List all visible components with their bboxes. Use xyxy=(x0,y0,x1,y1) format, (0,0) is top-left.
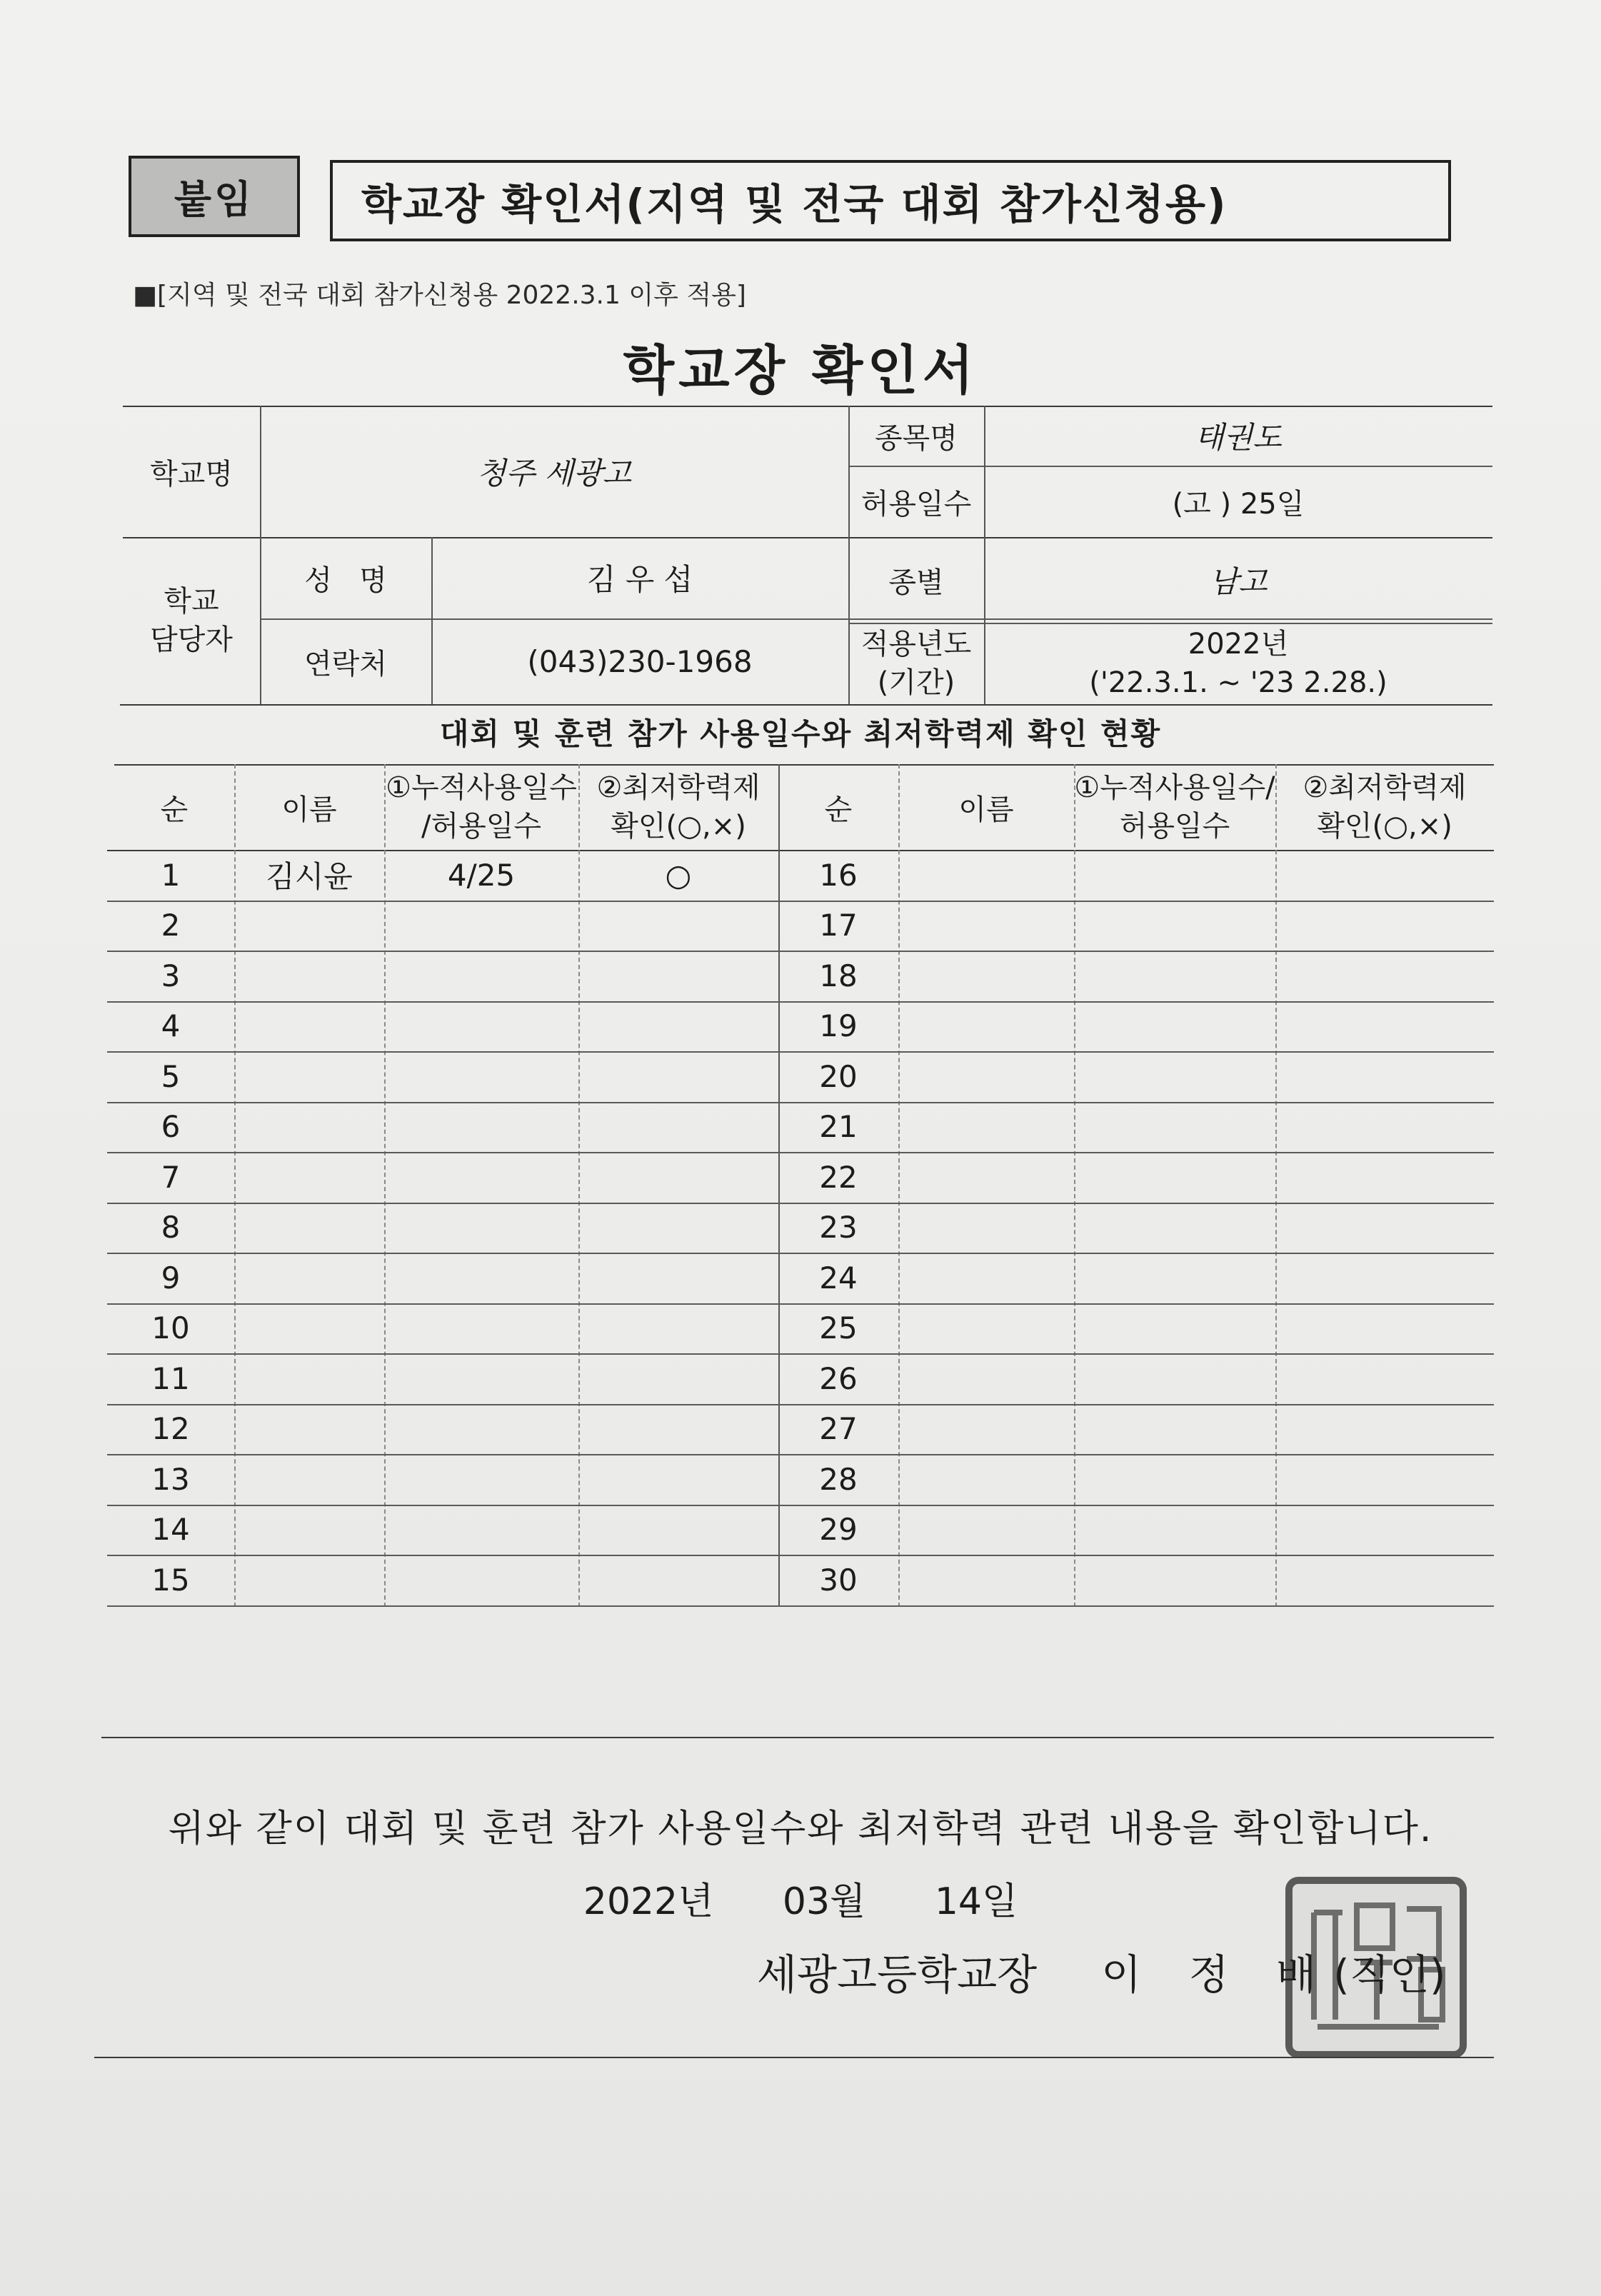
table-cell-l-days xyxy=(384,1404,578,1455)
table-cell-l-no: 2 xyxy=(161,908,181,943)
table-cell-l-days xyxy=(384,1001,578,1052)
rule xyxy=(120,704,1492,706)
school-head-title: 세광고등학교장 xyxy=(757,1950,1038,1999)
allowed-days-value: (고 ) 25일 xyxy=(1172,487,1305,521)
table-cell-r-check xyxy=(1275,1203,1494,1253)
table-cell-l-days xyxy=(384,1203,578,1253)
table-cell-l-check xyxy=(578,901,778,951)
table-cell-r-check xyxy=(1275,1404,1494,1455)
table-cell-r-days xyxy=(1074,1152,1275,1203)
table-cell-r-no: 21 xyxy=(819,1109,858,1145)
period-label xyxy=(848,623,984,704)
header-days-right-line1: ①누적사용일수/ xyxy=(1074,771,1275,804)
table-cell-r-name xyxy=(898,1152,1074,1203)
table-cell-l-no: 6 xyxy=(161,1109,181,1145)
signature-line xyxy=(757,1941,1445,2001)
table-cell-r-no: 23 xyxy=(819,1210,858,1245)
header-days-left-line2: /허용일수 xyxy=(421,810,542,843)
manager-label xyxy=(123,537,260,704)
table-cell-l-no: 12 xyxy=(151,1411,190,1447)
table-cell-l-name xyxy=(234,1555,384,1605)
table-cell-l-days xyxy=(384,1253,578,1303)
table-cell-l-days xyxy=(384,1051,578,1102)
header-days-left xyxy=(384,764,578,850)
table-cell-r-check xyxy=(1275,1051,1494,1102)
manager-label-line1: 학교 xyxy=(164,585,219,618)
table-cell-r-check xyxy=(1275,1353,1494,1404)
school-name-value: 청주 세광고 xyxy=(476,456,632,491)
table-cell-l-no: 5 xyxy=(161,1058,181,1094)
table-cell-r-no: 22 xyxy=(819,1159,858,1195)
table-cell-l-name xyxy=(234,901,384,951)
table-cell-l-days xyxy=(384,1102,578,1153)
confirmation-text: 위와 같이 대회 및 훈련 참가 사용일수와 최저학력 관련 내용을 확인합니다. xyxy=(168,1808,1433,1850)
period-value xyxy=(984,623,1492,704)
table-cell-l-check xyxy=(578,1203,778,1253)
table-cell-l-name xyxy=(234,1001,384,1052)
manager-label-line2: 담당자 xyxy=(150,623,233,656)
table-cell-l-days xyxy=(384,951,578,1001)
table-cell-r-name xyxy=(898,1102,1074,1153)
header-no-left: 순 xyxy=(160,793,189,826)
table-cell-l-check xyxy=(578,1303,778,1354)
table-cell-r-days xyxy=(1074,1303,1275,1354)
table-cell-l-no: 8 xyxy=(161,1210,181,1245)
table-cell-r-check xyxy=(1275,1303,1494,1354)
table-cell-l-days xyxy=(384,1152,578,1203)
header-check-left-line1: ②최저학력제 xyxy=(596,771,761,804)
table-cell-l-check xyxy=(578,1051,778,1102)
table-cell-l-no: 4 xyxy=(161,1008,181,1044)
document-title-box: 학교장 확인서(지역 및 전국 대회 참가신청용) xyxy=(330,160,1451,241)
table-cell-r-check xyxy=(1275,850,1494,901)
event-label: 종목명 xyxy=(875,421,958,455)
table-cell-r-check xyxy=(1275,1001,1494,1052)
rule xyxy=(101,1737,1494,1738)
table-cell-r-name xyxy=(898,901,1074,951)
table-cell-l-no: 15 xyxy=(151,1562,190,1598)
table-cell-r-name xyxy=(898,1454,1074,1505)
header-days-left-line1: ①누적사용일수 xyxy=(386,771,577,804)
table-cell-r-no: 24 xyxy=(819,1260,858,1295)
table-cell-l-days xyxy=(384,1353,578,1404)
attachment-badge: 붙임 xyxy=(129,156,300,237)
date-year: 2022년 xyxy=(583,1880,714,1923)
header-name-right: 이름 xyxy=(958,793,1014,826)
table-cell-l-days xyxy=(384,1555,578,1605)
table-cell-l-no: 13 xyxy=(151,1461,190,1497)
table-cell-l-no: 3 xyxy=(161,958,181,993)
table-cell-l-no: 7 xyxy=(161,1159,181,1195)
school-name-label: 학교명 xyxy=(150,457,233,491)
table-cell-r-name xyxy=(898,951,1074,1001)
table-cell-l-days: 4/25 xyxy=(447,857,516,893)
usage-section-title: 대회 및 훈련 참가 사용일수와 최저학력제 확인 현황 xyxy=(439,716,1162,751)
table-cell-l-name xyxy=(234,1353,384,1404)
table-cell-r-days xyxy=(1074,1353,1275,1404)
table-cell-r-name xyxy=(898,1303,1074,1354)
table-cell-r-days xyxy=(1074,1404,1275,1455)
table-cell-r-name xyxy=(898,1404,1074,1455)
table-cell-r-check xyxy=(1275,1454,1494,1505)
table-row-rule xyxy=(107,1605,1494,1607)
main-title: 학교장 확인서 xyxy=(623,340,978,401)
table-cell-r-name xyxy=(898,1001,1074,1052)
period-label-line2: (기간) xyxy=(877,666,955,699)
date-day: 14일 xyxy=(934,1880,1018,1923)
seal-label: (직인) xyxy=(1333,1950,1446,1999)
table-cell-l-days xyxy=(384,1303,578,1354)
table-cell-l-days xyxy=(384,1505,578,1555)
table-cell-r-name xyxy=(898,1203,1074,1253)
table-cell-l-check xyxy=(578,1555,778,1605)
table-cell-r-no: 29 xyxy=(819,1512,858,1548)
table-cell-r-check xyxy=(1275,1102,1494,1153)
table-cell-r-no: 28 xyxy=(819,1461,858,1497)
table-cell-r-no: 16 xyxy=(819,857,858,893)
table-cell-r-no: 30 xyxy=(819,1562,858,1598)
table-cell-r-name xyxy=(898,1253,1074,1303)
table-cell-r-days xyxy=(1074,1051,1275,1102)
table-cell-l-check xyxy=(578,1353,778,1404)
header-check-right-line1: ②최저학력제 xyxy=(1303,771,1467,804)
table-cell-l-name xyxy=(234,1051,384,1102)
table-cell-r-no: 20 xyxy=(819,1058,858,1094)
table-cell-l-name xyxy=(234,1454,384,1505)
table-cell-l-check xyxy=(578,1404,778,1455)
table-cell-r-check xyxy=(1275,1253,1494,1303)
category-value: 남고 xyxy=(1209,564,1268,599)
table-cell-r-no: 17 xyxy=(819,908,858,943)
principal-name: 이 정 배 xyxy=(1101,1950,1334,1999)
table-cell-r-name xyxy=(898,1555,1074,1605)
contact-label: 연락처 xyxy=(304,647,387,681)
header-days-right xyxy=(1074,764,1275,850)
table-cell-r-check xyxy=(1275,1505,1494,1555)
table-cell-r-name xyxy=(898,1353,1074,1404)
table-cell-l-no: 1 xyxy=(161,857,181,893)
table-cell-l-check xyxy=(578,1454,778,1505)
table-cell-r-days xyxy=(1074,1102,1275,1153)
table-cell-r-no: 19 xyxy=(819,1008,858,1044)
table-cell-l-name xyxy=(234,1203,384,1253)
table-cell-r-days xyxy=(1074,850,1275,901)
table-cell-r-check xyxy=(1275,1555,1494,1605)
table-cell-l-no: 11 xyxy=(151,1360,190,1396)
table-cell-l-name: 김시윤 xyxy=(266,859,353,895)
table-cell-r-no: 27 xyxy=(819,1411,858,1447)
table-cell-l-check xyxy=(578,1253,778,1303)
header-check-left xyxy=(578,764,778,850)
table-cell-l-no: 9 xyxy=(161,1260,181,1295)
table-cell-l-check xyxy=(578,1152,778,1203)
table-cell-l-name xyxy=(234,1303,384,1354)
header-no-right: 순 xyxy=(824,793,853,826)
header-days-right-line2: 허용일수 xyxy=(1119,810,1230,843)
table-cell-l-name xyxy=(234,951,384,1001)
table-cell-r-days xyxy=(1074,1253,1275,1303)
table-cell-r-name xyxy=(898,850,1074,901)
table-cell-r-check xyxy=(1275,951,1494,1001)
table-cell-r-check xyxy=(1275,1152,1494,1203)
table-cell-l-name xyxy=(234,1102,384,1153)
header-name-left: 이름 xyxy=(281,793,337,826)
table-cell-l-check xyxy=(578,1505,778,1555)
table-cell-r-days xyxy=(1074,901,1275,951)
table-cell-r-days xyxy=(1074,1001,1275,1052)
table-cell-r-days xyxy=(1074,1505,1275,1555)
period-label-line1: 적용년도 xyxy=(860,628,972,661)
table-cell-l-check xyxy=(578,951,778,1001)
table-cell-l-no: 14 xyxy=(151,1512,190,1548)
table-cell-l-name xyxy=(234,1505,384,1555)
table-cell-l-days xyxy=(384,901,578,951)
table-cell-r-days xyxy=(1074,1454,1275,1505)
table-cell-r-no: 18 xyxy=(819,958,858,993)
allowed-days-label: 허용일수 xyxy=(860,487,972,521)
period-year: 2022년 xyxy=(1188,628,1289,661)
header-check-right xyxy=(1275,764,1494,850)
name-label: 성 명 xyxy=(304,563,387,597)
table-cell-r-no: 26 xyxy=(819,1360,858,1396)
table-cell-r-days xyxy=(1074,1555,1275,1605)
period-range: ('22.3.1. ~ '23 2.28.) xyxy=(1089,666,1387,699)
table-cell-l-name xyxy=(234,1253,384,1303)
table-cell-r-days xyxy=(1074,1203,1275,1253)
table-cell-r-no: 25 xyxy=(819,1310,858,1346)
table-cell-l-no: 10 xyxy=(151,1310,190,1346)
table-cell-r-days xyxy=(1074,951,1275,1001)
rule xyxy=(94,2057,1494,2058)
category-label: 종별 xyxy=(888,566,944,599)
table-cell-r-name xyxy=(898,1505,1074,1555)
table-cell-l-name xyxy=(234,1152,384,1203)
table-cell-l-check: ○ xyxy=(665,857,692,893)
table-cell-r-name xyxy=(898,1051,1074,1102)
table-cell-l-check xyxy=(578,1102,778,1153)
manager-name-value: 김 우 섭 xyxy=(586,562,693,597)
event-value: 태권도 xyxy=(1195,420,1282,455)
table-cell-l-days xyxy=(384,1454,578,1505)
contact-value: (043)230-1968 xyxy=(527,643,753,679)
table-cell-r-check xyxy=(1275,901,1494,951)
header-check-left-line2: 확인(○,×) xyxy=(611,810,746,843)
date-month: 03월 xyxy=(782,1880,866,1923)
table-cell-l-check xyxy=(578,1001,778,1052)
header-check-right-line2: 확인(○,×) xyxy=(1317,810,1452,843)
application-note: ■[지역 및 전국 대회 참가신청용 2022.3.1 이후 적용] xyxy=(133,281,746,310)
table-cell-l-name xyxy=(234,1404,384,1455)
